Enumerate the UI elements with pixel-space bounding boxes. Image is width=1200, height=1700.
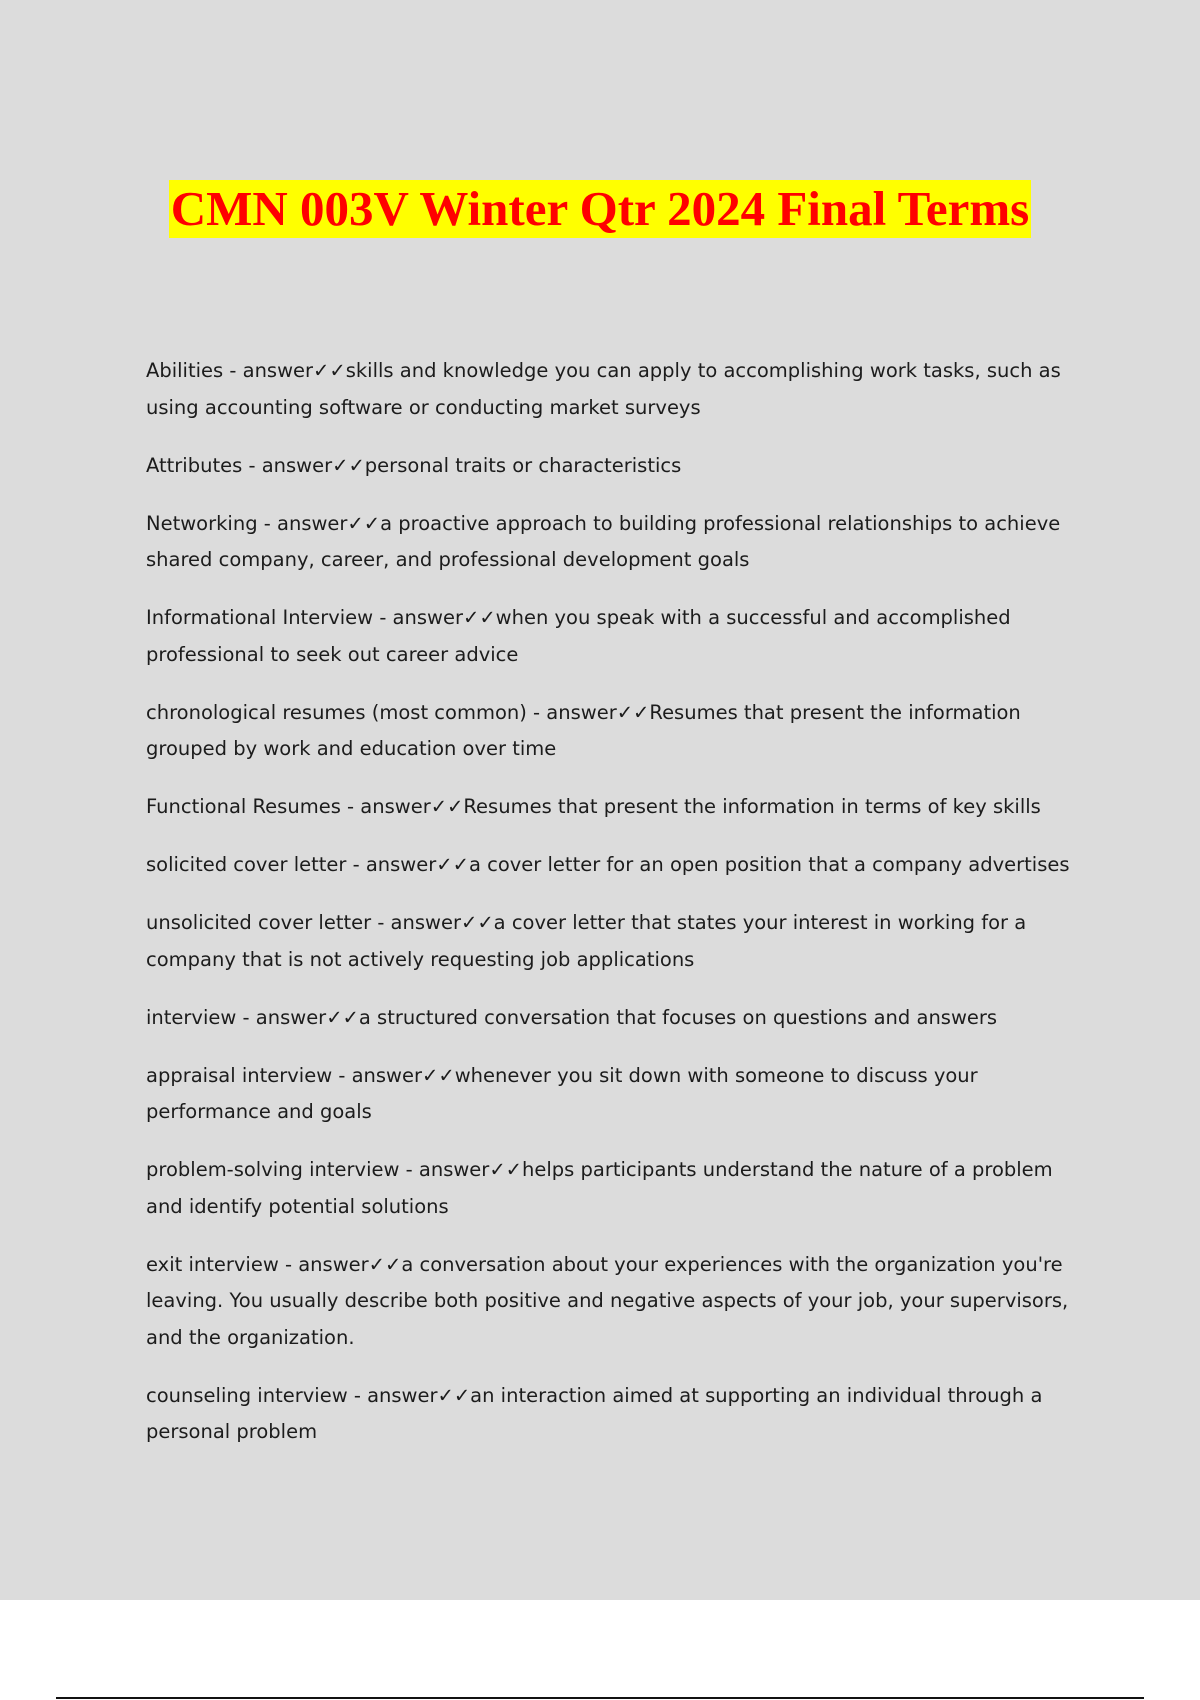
term-chronological-resumes: chronological resumes (most common) - answer✓✓Resumes that present the information grouped by work and education over time — [146, 700, 1021, 760]
term-problem-solving-interview: problem-solving interview - answer✓✓helps participants understand the nature of a problem and identify potential solutions — [146, 1158, 1053, 1218]
term-attributes: Attributes - answer✓✓personal traits or characteristics — [146, 453, 682, 477]
term-exit-interview: exit interview - answer✓✓a conversation about your experiences with the organization you're leaving. You usually describe both positive and negative aspects of your job, your supervisors, and the organization. — [146, 1252, 1069, 1349]
term-unsolicited-cover-letter: unsolicited cover letter - answer✓✓a cover letter that states your interest in working for a company that is not actively requesting job applications — [146, 911, 1027, 971]
term-solicited-cover-letter: solicited cover letter - answer✓✓a cover letter for an open position that a company advertises — [146, 853, 1070, 876]
term-functional-resumes: Functional Resumes - answer✓✓Resumes that present the information in terms of key skills — [146, 795, 1041, 818]
term-interview: interview - answer✓✓a structured conversation that focuses on questions and answers — [146, 1005, 998, 1029]
term-informational-interview: Informational Interview - answer✓✓when you speak with a successful and accomplished professional to seek out career advice — [146, 606, 1011, 666]
document-title: CMN 003V Winter Qtr 2024 Final Terms — [170, 181, 1030, 236]
term-list — [146, 353, 1086, 1472]
title-container — [0, 180, 1200, 238]
footer-rule — [56, 1697, 1144, 1699]
term-counseling-interview: counseling interview - answer✓✓an interaction aimed at supporting an individual through a personal problem — [146, 1383, 1043, 1443]
term-networking: Networking - answer✓✓a proactive approach to building professional relationships to achieve shared company, career, and professional development goals — [146, 511, 1061, 571]
term-appraisal-interview: appraisal interview - answer✓✓whenever you sit down with someone to discuss your performance and goals — [146, 1063, 978, 1123]
term-abilities: Abilities - answer✓✓skills and knowledge you can apply to accomplishing work tasks, such as using accounting software or conducting market surveys — [146, 359, 1061, 419]
